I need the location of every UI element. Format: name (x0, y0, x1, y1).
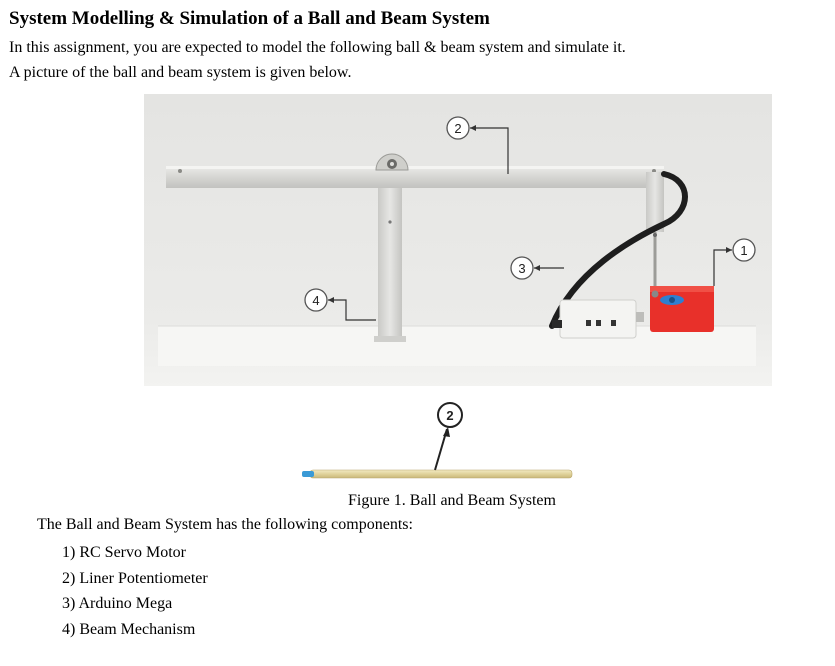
list-item: 2) Liner Potentiometer (62, 569, 208, 587)
callout-4-label: 4 (312, 293, 320, 308)
intro-line-2: A picture of the ball and beam system is given below. (9, 64, 352, 81)
components-intro: The Ball and Beam System has the following components: (37, 516, 413, 533)
arduino-enclosure (552, 300, 644, 338)
rc-servo-motor (650, 286, 714, 332)
potentiometer-rod (310, 470, 572, 478)
rod-callout-label: 2 (446, 408, 454, 423)
potentiometer-rod-figure (290, 398, 580, 484)
intro-line-1: In this assignment, you are expected to model the following ball & beam system and simulate it. (9, 39, 626, 56)
figure-caption: Figure 1. Ball and Beam System (348, 492, 556, 509)
components-list (62, 543, 208, 645)
callout-1-label: 1 (740, 243, 748, 258)
callout-2-label: 2 (454, 121, 462, 136)
beam-support-post (378, 188, 402, 338)
page-title: System Modelling & Simulation of a Ball and Beam System (9, 8, 490, 29)
beam (166, 166, 664, 188)
rod-blue-tip (302, 471, 314, 477)
list-item: 4) Beam Mechanism (62, 620, 196, 638)
ball-beam-photo (144, 94, 772, 386)
callout-3-label: 3 (518, 261, 526, 276)
list-item: 3) Arduino Mega (62, 595, 173, 612)
list-item: 1) RC Servo Motor (62, 544, 186, 561)
